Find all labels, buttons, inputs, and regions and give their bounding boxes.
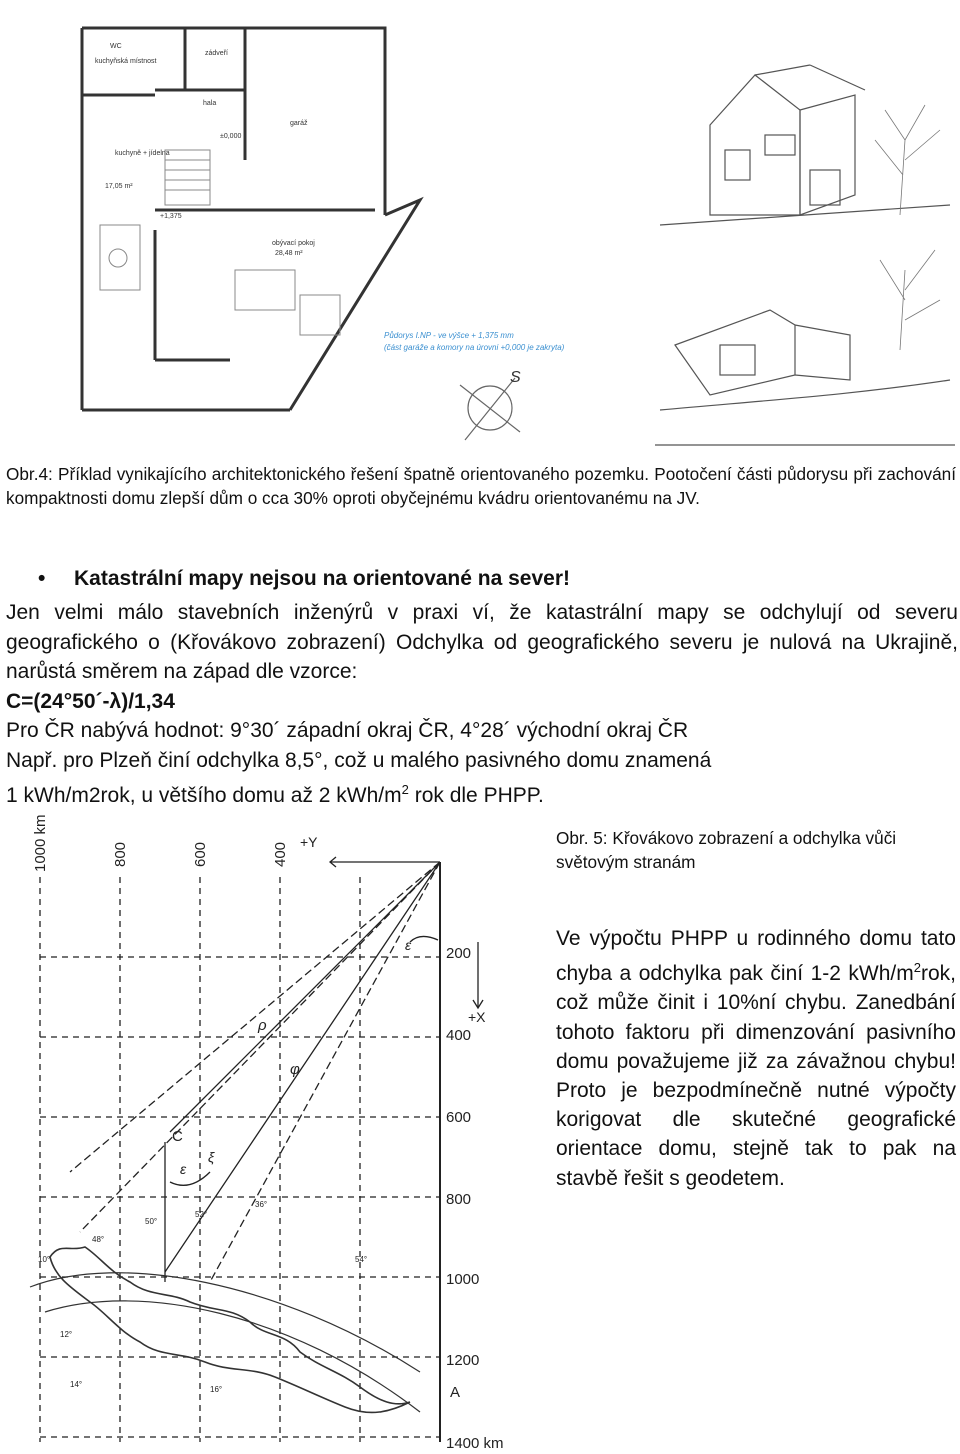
deg-mark-48: 48° bbox=[92, 1235, 105, 1244]
para-plzen: Např. pro Plzeň činí odchylka 8,5°, což u malého pasivného domu znamená bbox=[6, 748, 712, 772]
fp-label-living: obývací pokoj bbox=[272, 240, 315, 247]
compass-icon bbox=[460, 378, 520, 440]
krovak-grid bbox=[40, 857, 483, 1442]
deg-mark-50: 50° bbox=[145, 1217, 158, 1226]
greek-xi: ξ bbox=[208, 1149, 215, 1165]
right-label-600: 600 bbox=[446, 1109, 472, 1126]
right-label-1000: 1000 bbox=[446, 1271, 480, 1288]
energy-text-a: 1 kWh/m2rok, u většího domu až 2 kWh/m bbox=[6, 784, 402, 807]
deg-mark-16: 16° bbox=[210, 1385, 223, 1394]
house-sketches bbox=[650, 0, 960, 450]
compass-label: S bbox=[510, 369, 521, 386]
fp-blue-note-1: Půdorys I.NP - ve výšce + 1,375 mm bbox=[384, 331, 514, 340]
right-label-400: 400 bbox=[446, 1027, 472, 1044]
body-paragraph bbox=[6, 598, 958, 811]
greek-epsilon-top: ε bbox=[405, 937, 412, 953]
fp-label-kitchen-area: 17,05 m² bbox=[105, 183, 133, 190]
fp-label-garage: garáž bbox=[290, 120, 308, 127]
axis-y-label: +Y bbox=[300, 834, 318, 850]
fp-label-kitchenette: kuchyňská místnost bbox=[95, 58, 157, 65]
right-label-800: 800 bbox=[446, 1191, 472, 1208]
greek-phi: φ bbox=[290, 1061, 300, 1078]
bullet-text: Katastrální mapy nejsou na orientované na sever! bbox=[74, 567, 571, 590]
deg-mark-54: 54° bbox=[355, 1255, 368, 1264]
fp-label-level2: +1,375 bbox=[160, 213, 182, 220]
side-sup: 2 bbox=[913, 960, 921, 976]
deg-mark-10: 10° bbox=[38, 1255, 51, 1264]
para-energy bbox=[6, 775, 958, 811]
energy-sup: 2 bbox=[401, 782, 409, 797]
deg-mark-14: 14° bbox=[70, 1380, 83, 1389]
right-label-1200: 1200 bbox=[446, 1352, 480, 1369]
side-paragraph bbox=[556, 924, 956, 1193]
figure-5-caption: Obr. 5: Křovákovo zobrazení a odchylka vůči světovým stranám bbox=[556, 828, 897, 872]
floorplan-drawing bbox=[0, 0, 650, 455]
figure-4-caption: Obr.4: Příklad vynikajícího architektonického řešení špatně orientovaného pozemku. Pootočení části půdorysu při zachování kompaktnosti domu zlepší dům o cca 30% oproti obyčejnému kvádru orientovanému na JV. bbox=[6, 464, 956, 508]
fp-label-hall: hala bbox=[203, 100, 217, 107]
fp-label-living-area: 28,48 m² bbox=[275, 250, 303, 257]
deg-mark-52: 52° bbox=[195, 1210, 208, 1219]
para-range: Pro ČR nabývá hodnot: 9°30´ západní okraj ČR, 4°28´ východní okraj ČR bbox=[6, 719, 689, 742]
para-intro: Jen velmi málo stavebních inženýrů v praxi ví, že katastrální mapy se odchylují od severu geografického o (Křovákovo zobrazení) Odchylka od geografického severu je nulová na Ukrajině, narůstá směrem na západ dle vzorce: bbox=[6, 601, 958, 683]
bullet-heading bbox=[38, 567, 570, 591]
deg-mark-36: 36° bbox=[255, 1200, 268, 1209]
energy-text-b: rok dle PHPP. bbox=[408, 784, 544, 807]
fp-label-wc: WC bbox=[110, 43, 122, 50]
bullet-icon: • bbox=[38, 567, 46, 590]
axis-x-label: +X bbox=[468, 1009, 486, 1025]
top-label-600: 600 bbox=[192, 841, 209, 867]
side-text-b: rok, což může činit i 10%ní chybu. Zanedbání tohoto faktoru při dimenzování pasivního domu považujeme již za závažnou chybu! Proto je bezpodmínečně nutné výpočty korigovat dle skutečné geografické orientace domu, stejně tak to pak na stavbě řešit s geodetem. bbox=[556, 962, 956, 1190]
fp-label-level1: ±0,000 bbox=[220, 133, 242, 140]
krovak-projection-diagram bbox=[0, 812, 550, 1454]
point-c-label: C bbox=[172, 1128, 183, 1145]
deg-mark-12: 12° bbox=[60, 1330, 73, 1339]
fp-blue-note-2: (část garáže a komory na úrovni +0,000 je zakryta) bbox=[384, 343, 565, 352]
top-label-1000: 1000 km bbox=[32, 814, 49, 872]
top-label-400: 400 bbox=[272, 841, 289, 867]
formula: C=(24°50´-λ)/1,34 bbox=[6, 689, 175, 713]
greek-rho: ρ bbox=[258, 1017, 267, 1034]
czech-border-outline bbox=[30, 1247, 420, 1412]
point-a-label: A bbox=[450, 1384, 461, 1401]
top-label-800: 800 bbox=[112, 841, 129, 867]
side-text bbox=[556, 924, 956, 1193]
side-text-a: Ve výpočtu PHPP u rodinného domu tato chyba a odchylka pak činí 1-2 kWh/m bbox=[556, 927, 956, 986]
right-label-200: 200 bbox=[446, 945, 472, 962]
fp-label-kitchen: kuchyně + jídelna bbox=[115, 150, 170, 157]
right-label-1400: 1400 km bbox=[446, 1435, 504, 1452]
fp-label-vestibule: zádveří bbox=[205, 50, 228, 57]
greek-epsilon: ε bbox=[180, 1161, 187, 1177]
